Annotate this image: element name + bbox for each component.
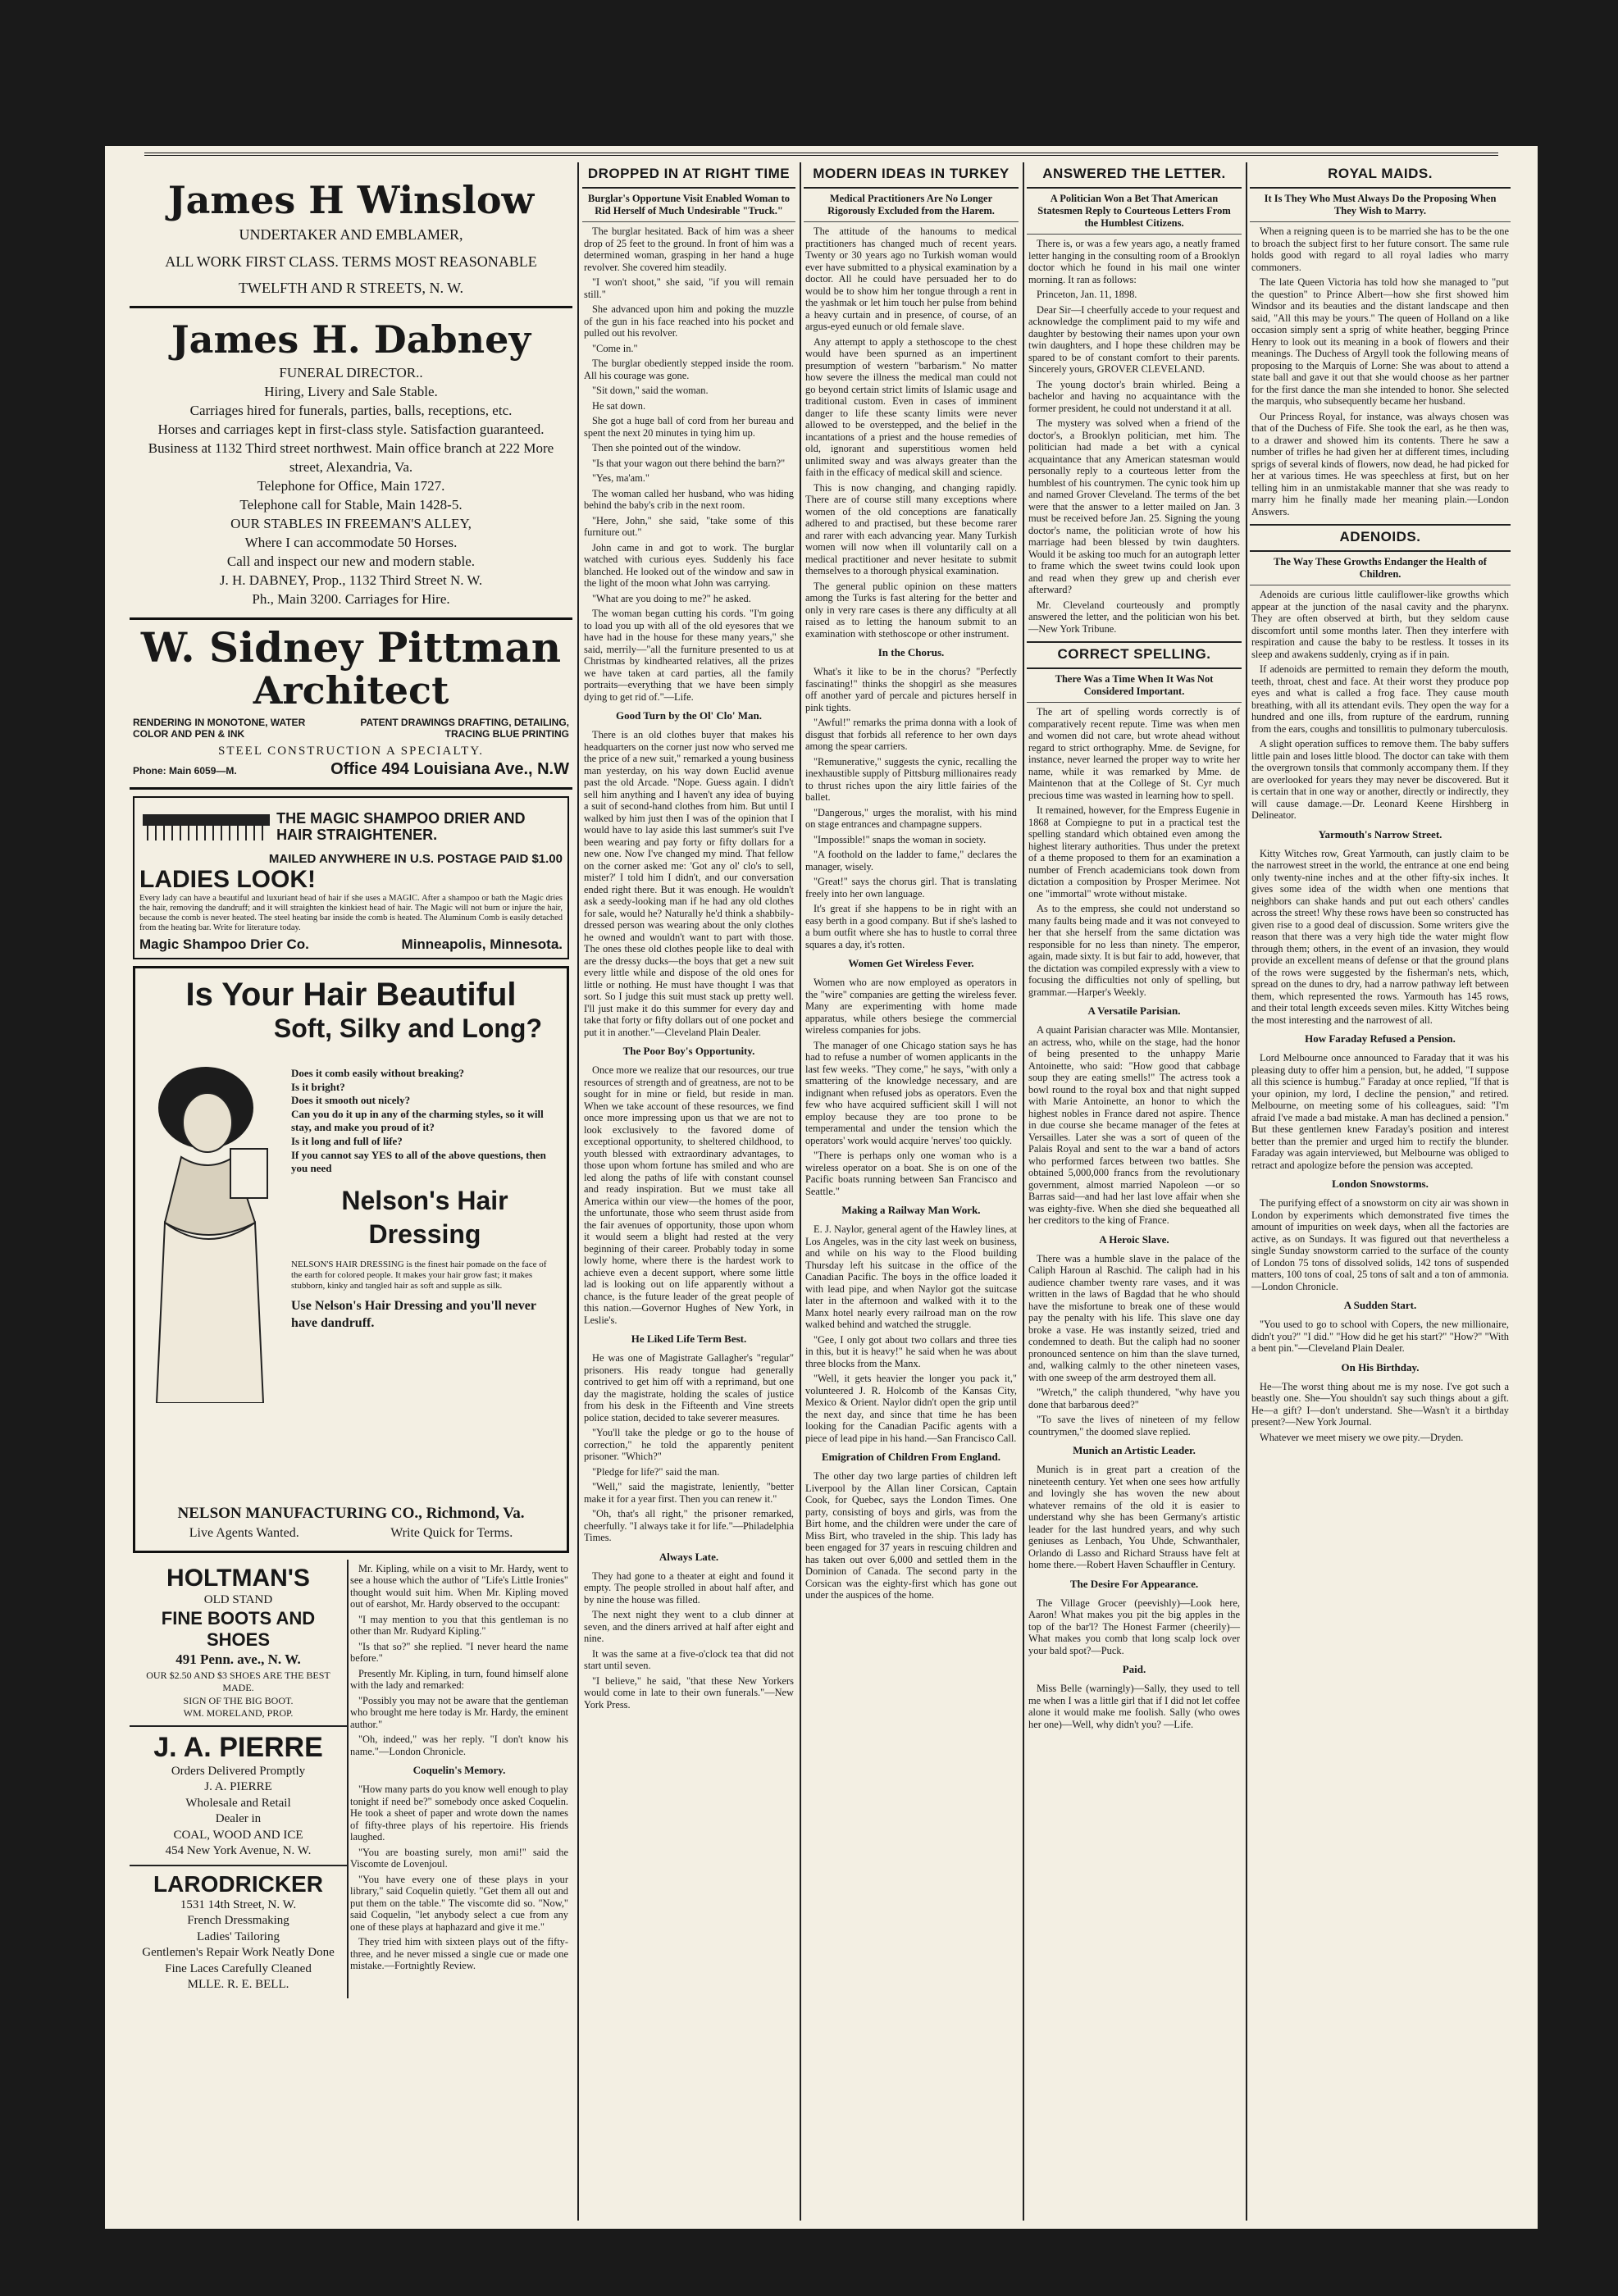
magic-shampoo-ad xyxy=(133,796,569,959)
paragraph: He was one of Magistrate Gallagher's "regular" prisoners. His ready tongue had generally contrived to get him off with a reprimand, but one day the magistrate, holding the scales of justice from his desk in the Fifteenth and Vine streets police station, decided to take severer measures. xyxy=(584,1352,794,1424)
article-headline: DROPPED IN AT RIGHT TIME xyxy=(582,162,795,189)
paragraph: The burglar obediently stepped inside the room. All his courage was gone. xyxy=(584,358,794,381)
nelson-body xyxy=(291,1067,558,1332)
article-body xyxy=(804,222,1019,640)
magic-ladies: LADIES LOOK! xyxy=(139,865,316,893)
dabney-line: Telephone for Office, Main 1727. xyxy=(257,478,445,494)
dabney-line: OUR STABLES IN FREEMAN'S ALLEY, xyxy=(230,515,472,531)
larodricker-line: Ladies' Tailoring xyxy=(197,1929,280,1943)
nelson-question: Is it bright? xyxy=(291,1080,345,1093)
subhead: Yarmouth's Narrow Street. xyxy=(1318,827,1443,840)
magic-footer xyxy=(139,933,563,953)
article-deck: Medical Practitioners Are No Longer Rigorously Excluded from the Harem. xyxy=(804,189,1019,222)
magic-title: THE MAGIC SHAMPOO DRIER AND HAIR STRAIGHTENER. xyxy=(276,809,526,843)
holtman-prop: WM. MORELAND, PROP. xyxy=(183,1707,294,1720)
paragraph: "Great!" says the chorus girl. That is translating freely into her own language. xyxy=(805,876,1017,900)
paragraph: "Sit down," said the woman. xyxy=(592,385,709,396)
article-body xyxy=(1250,222,1511,517)
article-body xyxy=(1027,703,1242,998)
paragraph: There is, or was a few years ago, a neatly framed letter hanging in the consulting room of a Brooklyn doctor which he found in his mail one winter morning. It ran as follows: xyxy=(1028,238,1240,285)
column-5 xyxy=(1250,162,1511,2221)
subhead: On His Birthday. xyxy=(1341,1360,1420,1374)
paragraph: It's great if she happens to be in right with an easy berth in a good company. But if she's lashed to a bum outfit where she has to hustle to corral three squares a day, it's rotten. xyxy=(805,903,1017,950)
paragraph: "Dangerous," urges the moralist, with his mind on stage entrances and champagne suppers. xyxy=(805,806,1017,830)
nelson-headline2: Soft, Silky and Long? xyxy=(273,1013,542,1043)
subhead: Making a Railway Man Work. xyxy=(841,1204,981,1216)
larodricker-line: MLLE. R. E. BELL. xyxy=(187,1978,289,1992)
paragraph: "Gee, I only got about two collars and three ties in this, but it is heavy!" he said when he was about three blocks from the Manx. xyxy=(805,1333,1017,1369)
pittman-phone: Phone: Main 6059—M. xyxy=(133,764,237,777)
paragraph: The mystery was solved when a friend of the doctor's, a Brooklyn politician, met him. The politician had made a bet with a cynical acquaintance that any American statesman would personally reply to a courteous letter from the humblest of his countrymen. The cynic took him up and named Grover Cleveland. The terms of the bet were that the answer to a letter mailed on Jan. 3 must be received before Jan. 25. Signing the young doctor's name, the politician wrote of how his marriage had been blessed by twin daughters. Would it be asking too much for an autograph letter to frame which the sweet twins could look upon and read when they grew up and cherish ever afterward? xyxy=(1028,417,1240,595)
pittman-steel: STEEL CONSTRUCTION A SPECIALTY. xyxy=(218,745,484,758)
winslow-line2: ALL WORK FIRST CLASS. TERMS MOST REASONABLE xyxy=(165,253,537,270)
dabney-name: James H. Dabney xyxy=(171,317,531,362)
article-body xyxy=(582,726,795,1038)
pierre-line: Wholesale and Retail xyxy=(185,1796,291,1810)
paragraph: She got a huge ball of cord from her bureau and spent the next 20 minutes in tying him up. xyxy=(584,415,794,439)
paragraph: "Here, John," she said, "take some of this furniture out." xyxy=(584,514,794,538)
holtman-line2: FINE BOOTS AND SHOES xyxy=(161,1608,316,1651)
paragraph: "Come in." xyxy=(592,342,638,354)
paragraph: Adenoids are curious little cauliflower-like growths which appear at the junction of the nasal cavity and the pharynx. They are often observed at birth, but they seldom cause discomfort until some months later. Then they interfere with respiration and cause the baby to be restless. It tosses in its sleep and awakens suddenly, crying as if in pain. xyxy=(1251,589,1509,660)
paragraph: Mr. Kipling, while on a visit to Mr. Hardy, went to see a house which the author of "Life's Little Ironies" thought would suit him. When Mr. Kipling moved out of earshot, Mr. Hardy observed to the occupant: xyxy=(350,1562,568,1610)
article-body xyxy=(1250,1315,1511,1355)
article-body xyxy=(1027,1460,1242,1571)
newspaper-page xyxy=(105,146,1538,2229)
magic-text: Every lady can have a beautiful and luxuriant head of hair if she uses a MAGIC. After a shampoo or bath the Magic dries the hair, removing the dandruff; and it will straighten the kinkiest head of hair. The Magic will not burn or injure the hair, because the comb is never heated. The steel heating bar inside the comb is heated. The Aluminum Comb is easily detached from the heating bar. Write for literature today. xyxy=(139,893,563,932)
paragraph: The young doctor's brain whirled. Being a bachelor and having no acquaintance with the former president, he could not understand it at all. xyxy=(1028,378,1240,414)
paragraph: When a reigning queen is to be married she has to be the one to broach the subject first to her future consort. The same rule holds good with regard to all royal ladies who marry commoners. xyxy=(1251,226,1509,273)
nelson-question: Can you do it up in any of the charming styles, so it will stay, and make you proud of it? xyxy=(291,1107,544,1134)
article-body xyxy=(1027,1250,1242,1438)
pittman-office: Office 494 Louisiana Ave., N.W xyxy=(330,759,569,778)
column-divider xyxy=(1023,162,1024,2221)
dabney-line: FUNERAL DIRECTOR.. xyxy=(279,365,423,381)
nelson-questions xyxy=(291,1067,558,1176)
paragraph: What's it like to be in the chorus? "Perfectly fascinating!" thinks the shopgirl as she measures off another yard of percale and pictures herself in pink tights. xyxy=(805,666,1017,713)
subhead: The Desire For Appearance. xyxy=(1069,1577,1199,1590)
article-body xyxy=(804,663,1019,950)
paragraph: The general public opinion on these matters among the Turks is fast altering for the better and only in very rare cases is there any difficulty at all raised as to letting the hanoum submit to an examination with stethoscope or other instrument. xyxy=(805,580,1017,640)
paragraph: "You have every one of these plays in your library," said Coquelin quietly. "Get them all out and put them on the table." The viscomte did so. "Now," said Coquelin, "let anybody select a cue from any one of these plays at haphazard and give it me." xyxy=(350,1873,568,1933)
article-body xyxy=(804,1220,1019,1444)
article-body xyxy=(804,1467,1019,1601)
paragraph: "How many parts do you know well enough to play tonight if need be?" somebody once asked Coquelin. He took a sheet of paper and wrote down the names of fifty-three plays of his repertoire. His friends laughed. xyxy=(350,1784,568,1843)
subhead: The Poor Boy's Opportunity. xyxy=(622,1045,755,1057)
paragraph: "You used to go to school with Copers, the new millionaire, didn't you?" "I did." "How did he get his start?" "How?" "With a bent pin."—Cleveland Plain Dealer. xyxy=(1251,1319,1509,1354)
dabney-line: J. H. DABNEY, Prop., 1132 Third Street N. W. xyxy=(219,572,483,588)
paragraph: John came in and got to work. The burglar watched with curious eyes. Suddenly his face blanched. He looked out of the window and saw in the light of the moon what John was carrying. xyxy=(584,541,794,589)
kipling-article xyxy=(349,1560,570,1998)
article-body xyxy=(1250,585,1511,822)
paragraph: This is now changing, and changing rapidly. There are of course still many exceptions where women of the old conceptions are fanatically adhered to and practised, but these become rarer and rarer with each advancing year. Many Turkish women will now when ill voluntarily call on a medical practitioner and never hesitate to submit themselves to a thorough physical examination. xyxy=(805,481,1017,576)
paragraph: Mr. Cleveland courteously and promptly answered the letter, and the politician won his bet.—New York Tribune. xyxy=(1028,599,1240,635)
pittman-left: RENDERING IN MONOTONE, WATER COLOR AND PEN & INK xyxy=(133,717,306,740)
dabney-line: Call and inspect our new and modern stable. xyxy=(226,553,476,569)
column-2 xyxy=(582,162,795,2221)
paragraph: "I believe," he said, "that these New Yorkers would come in late to their own funerals."—New York Press. xyxy=(584,1674,794,1711)
article-body xyxy=(1250,1378,1511,1444)
paragraph: "Impossible!" snaps the woman in society. xyxy=(814,833,987,845)
paragraph: They had gone to a theater at eight and found it empty. The people strolled in about half after, and by nine the house was filled. xyxy=(584,1569,794,1606)
larodricker-line: Gentlemen's Repair Work Neatly Done xyxy=(142,1946,335,1960)
nelson-question: Is it long and full of life? xyxy=(291,1135,403,1148)
magic-mailed: MAILED ANYWHERE IN U.S. POSTAGE PAID $1.00 xyxy=(268,851,563,866)
kipling-paragraphs xyxy=(349,1560,570,1758)
paragraph: The woman called her husband, who was hiding behind the baby's crib in the next room. xyxy=(584,487,794,511)
larodricker-ad xyxy=(130,1866,347,1998)
nelson-agents: Live Agents Wanted. xyxy=(189,1525,299,1540)
advertisements-column xyxy=(130,162,572,2221)
paragraph: There was a humble slave in the palace of the Caliph Haroun al Raschid. The caliph had in his audience chamber twenty rare vases, and it was written in the laws of Bagdad that he who should have the misfortune to break one of these would pay the penalty with his life. This slave one day broke a vase. He was instantly seized, tried and condemned to death. But the caliph had no sooner pronounced sentence on him than the slave turned, and, walking calmly to the other nineteen vases, with one sweep of the arm destroyed them all. xyxy=(1028,1252,1240,1383)
paragraph: "Remunerative," suggests the cynic, recalling the inexhaustible supply of Pittsburg millionaires ready to thrust riches upon the airy little fairies of the ballet. xyxy=(805,755,1017,803)
holtman-price: OUR $2.50 AND $3 SHOES ARE THE BEST MADE. xyxy=(146,1669,330,1694)
holtman-line1: OLD STAND xyxy=(203,1592,273,1606)
comb-icon xyxy=(139,803,270,852)
paragraph: Miss Belle (warningly)—Sally, they used to tell me when I was a little girl that if I did not let coffee alone it would make me foolish. Sally (who owes her one)—Well, why didn't you? —Life. xyxy=(1028,1683,1240,1730)
pierre-line: 454 New York Avenue, N. W. xyxy=(165,1844,312,1858)
pierre-line: J. A. PIERRE xyxy=(204,1780,272,1794)
paragraph: Munich is in great part a creation of the nineteenth century. Yet when one sees how artfully and lovingly she has woven the new about whatever remains of the old it is easier to understand why she has been Germany's artistic leader for the last hundred years, and why such geniuses as Lenbach, You Uhde, Schwanthaler, Orlando di Lasso and Richard Strauss have felt at home there.—Robert Haven Schauffler in Century. xyxy=(1028,1464,1240,1570)
paragraph: A slight operation suffices to remove them. The baby suffers little pain and loses little blood. The doctor can take with them the overgrown tonsils that commonly accompany them. If they are overlooked for years they may never be discovered. But it is certain that in one way or another, directly or indirectly, they will cause damage.—Dr. Leonard Keene Hirshberg in Delineator. xyxy=(1251,738,1509,821)
nelson-write: Write Quick for Terms. xyxy=(390,1525,513,1540)
paragraph: Princeton, Jan. 11, 1898. xyxy=(1037,289,1137,300)
nelson-headline1: Is Your Hair Beautiful xyxy=(185,976,517,1013)
article-deck: The Way These Growths Endanger the Health of Children. xyxy=(1250,552,1511,585)
holtman-ad xyxy=(130,1560,347,1727)
winslow-line3: TWELFTH AND R STREETS, N. W. xyxy=(238,279,463,296)
dabney-line: Hiring, Livery and Sale Stable. xyxy=(264,384,438,400)
subhead: Good Turn by the Ol' Clo' Man. xyxy=(615,709,763,722)
column-4 xyxy=(1027,162,1242,2221)
paragraph: Women who are now employed as operators in the "wire" companies are getting the wireless fever. Many are experimenting with home made apparatus, while others besiege the commercial wireless companies for jobs. xyxy=(805,977,1017,1036)
paragraph: "Is that so?" she replied. "I never heard the name before." xyxy=(350,1640,568,1665)
pittman-ad xyxy=(130,620,572,790)
paragraph: "I won't shoot," she said, "if you will remain still." xyxy=(584,276,794,300)
article-body xyxy=(1027,1021,1242,1227)
winslow-ad xyxy=(130,162,572,308)
paragraph: Presently Mr. Kipling, in turn, found himself alone with the lady and remarked: xyxy=(350,1667,568,1692)
paragraph: The woman began cutting his cords. "I'm going to load you up with all of the old eyesores that we have had in the house for these many years," she said, merrily—"all the furniture presented to us at Christmas by kindhearted relatives, all the prizes we have taken at card parties, all the family portraits—everything that we have been simply dying to get rid of."—Life. xyxy=(584,608,794,703)
dabney-line: Horses and carriages kept in first-class style. Satisfaction guaranteed. Business at 1132 Third street northwest. Main office branch at 222 More street, Alexandria, Va. xyxy=(148,421,554,476)
paragraph: The attitude of the hanoums to medical practitioners has changed much of recent years. Twenty or 30 years ago no Turkish woman would ever have submitted to a physical examination by a doctor. All he could have persuaded her to do would be to show him her tongue through a rent in the yashmak or let him touch her pulse from behind a heavy curtain and in presence, of course, of an argus-eyed eunuch or old female slave. xyxy=(805,226,1017,332)
pittman-services xyxy=(133,717,569,740)
subhead: How Faraday Refused a Pension. xyxy=(1305,1032,1456,1045)
paragraph: Our Princess Royal, for instance, was always chosen was that of the Duchess of Fife. She took the earl, as he then was, to a drawer and showed him its contents. There he saw a number of trifles he had given her at different times, including sprigs of several kinds of flowers, now dead, he had picked for her at various times. He was speechless at first, but on her telling him in an unmistakable manner that she was ready to marry him he finally made her meaning plain.—London Answers. xyxy=(1251,410,1509,517)
article-body xyxy=(582,222,795,703)
paragraph: "What are you doing to me?" he asked. xyxy=(592,592,751,604)
article-headline: CORRECT SPELLING. xyxy=(1027,641,1242,669)
column-divider xyxy=(800,162,801,2221)
larodricker-name: LARODRICKER xyxy=(153,1870,323,1897)
nelson-question: Does it smooth out nicely? xyxy=(291,1094,411,1107)
article-body xyxy=(582,1349,795,1544)
dabney-line: Telephone call for Stable, Main 1428-5. xyxy=(239,497,463,513)
paragraph: The late Queen Victoria has told how she managed to "put the question" to Prince Albert—how she first showed him Windsor and its beauties and the distant landscape and then said, "All this may be yours." The queen of Holland on a like occasion simply sent a sprig of white heather, begging Prince Henry to look out its meaning in a book of flowers and their meanings. The Duchess of Argyll took the following means of proposing to the Marquis of Lorne: She was about to attend a state ball and gave it out that she would choose as her partner for the first dance the man she intended to honor. She selected the marquis, who subsequently became her husband. xyxy=(1251,276,1509,407)
subhead: Women Get Wireless Fever. xyxy=(848,957,974,969)
paragraph: A quaint Parisian character was Mlle. Montansier, an actress, who, while on the stage, had the honor of being presented to the unhappy Marie Antoinette, who said: "How good that cabbage soup they are eating smells!" The actress took a bowl round to the royal box and that night supped with Marie Antoinette, an honor to which the highest nobles in France dared not aspire. Thence in due course she became manager of the fetes at Versailles. Later she was a sort of queen of the Palais Royal and sent to the war a band of actors who performed farces between two battles. She obtained 5,000,000 francs from the revolutionary government, almost married Napoleon —or so Barras said—and had her last love affair when she was eighty-five. When she died she bequeathed all her creditors to the king of France. xyxy=(1028,1024,1240,1226)
article-body xyxy=(804,973,1019,1197)
subhead: Emigration of Children From England. xyxy=(821,1451,1001,1463)
holtman-name: HOLTMAN'S xyxy=(166,1564,310,1592)
subhead: Always Late. xyxy=(659,1550,719,1563)
paragraph: "Well, it gets heavier the longer you pack it," volunteered J. R. Holcomb of the Kansas City, Mexico & Orient. Naylor didn't open the grip until the next day, and since that time he has been looking for the Canadian Pacific agents with a piece of lead pipe in his hand.—San Francisco Call. xyxy=(805,1373,1017,1444)
article-headline: ANSWERED THE LETTER. xyxy=(1027,162,1242,189)
nelson-question: Does it comb easily without breaking? xyxy=(291,1066,465,1079)
nelson-foot-row xyxy=(144,1523,558,1541)
article-body xyxy=(1250,1194,1511,1292)
subhead: London Snowstorms. xyxy=(1332,1178,1429,1190)
dabney-line: Carriages hired for funerals, parties, balls, receptions, etc. xyxy=(189,403,513,419)
paragraph: Once more we realize that our resources, our true resources of strength and of greatness, are not to be sought for in mine or field, but reside in man. When we take account of these resources, we find once more impressing upon us that we are not to look exclusively to the favored dome of exceptional opportunity, to sheltered childhood, to youth blessed with extraordinary advantages, to those upon whom fortune has smiled and who are led along the paths of life with constant counsel and ready inspiration. But we must take all America within our view—the homes of the poor, the unfortunate, those who seem thrust aside from the fair avenues of opportunity, those upon whom it would seem a blight had rested at the very beginning of their career. Probably today in some lowly home, where there is the hardest work to achieve even a decent support, where some little lad is looking out on life apparently without a chance, is the future leader of the great people of this nation.—Governor Hughes of New York, in Leslie's. xyxy=(584,1064,794,1326)
paragraph: "I may mention to you that this gentleman is no other than Mr. Rudyard Kipling." xyxy=(350,1613,568,1638)
paragraph: Lord Melbourne once announced to Faraday that it was his pleasing duty to offer him a pension, but, he added, "I suppose all this science is humbug." Faraday at once replied, "If that is your opinion, my lord, I decline the pension," and retired. Melbourne, on meeting some of his colleagues, said: "I'm afraid I've made a bad mistake. A man has declined a pension." But these gentlemen knew Faraday's position and interest better than the premier and urged him to rectify the blunder. Faraday was again interviewed, but Melbourne was obliged to retract and apologize before the pension was accepted. xyxy=(1251,1052,1509,1171)
dabney-ad xyxy=(130,308,572,619)
subhead: A Heroic Slave. xyxy=(1099,1232,1169,1246)
paragraph: The Village Grocer (peevishly)—Look here, Aaron! What makes you pit the big apples in the top of the bar'l? The Honest Farmer (cheerily)—What makes you comb that long scalp lock over your bald spot?—Puck. xyxy=(1028,1597,1240,1656)
paragraph: "Wretch," the caliph thundered, "why have you done that barbarous deed?" xyxy=(1028,1387,1240,1410)
paragraph: As to the empress, she could not understand so many faults being made and it was not conveyed to her that she herself from the same dictation was responsible for no less than ninety. The emperor, again, made sixty. It is but fair to add, however, that the dictation was compiled expressly with a view to focusing the difficulties not only of spelling, but grammar.—Harper's Weekly. xyxy=(1028,903,1240,998)
paragraph: Kitty Witches row, Great Yarmouth, can justly claim to be the narrowest street in the world, the entrance at one end being only twenty-nine inches and at the other fifty-six inches. It gives some idea of the width when one mentions that neighbors can shake hands and put out each others' candles across the street! Why these rows have been so constructed has given rise to a good deal of discussion. Some writers give the reason that there was a very high tide the water might flow through them; others, in the event of an invasion, they would provide an excellent means of defense or that the ground plans of the rows were suggested by the fisherman's nets, which, spread on the dunes to dry, had a narrow pathway left between them, which represented the rows. Yarmouth has 145 rows, and their total length exceeds seven miles. Kitty Witches being the most interesting and the narrowest of all. xyxy=(1251,847,1509,1026)
pierre-line: COAL, WOOD AND ICE xyxy=(173,1828,303,1842)
dabney-lines xyxy=(133,364,569,608)
paragraph: The purifying effect of a snowstorm on city air was shown in London by experiments which demonstrated five times the amount of impurities on week days, when all the factories are active, as on Sundays. It was figured out that nevertheless a single Sunday snowstorm carried to the surface of the county of London 75 tons of dissolved solids, 142 tons of suspended matters, 100 tons of coal, 25 tons of salt and a ton of ammonia.—London Chronicle. xyxy=(1251,1197,1509,1292)
holtman-addr: 491 Penn. ave., N. W. xyxy=(175,1651,301,1668)
article-body xyxy=(1027,1594,1242,1657)
subhead: A Sudden Start. xyxy=(1343,1299,1417,1311)
paragraph: If adenoids are permitted to remain they deform the mouth, teeth, throat, chest and face. At their worst they produce pop eyes and what is called a frog face. They cause mouth breathing, with all its attendant evils. They open the way for a hundred and one ills, from rupture of the eardrum, running from the ears, coughs and tonsillitis to pulmonary tuberculosis. xyxy=(1251,663,1509,735)
paragraph: Dear Sir—I cheerfully accede to your request and acknowledge the compliment paid to my wife and daughter by bestowing their names upon your own twin daughters, and I hope these children may be spared to be of constant comfort to their parents. Sincerely yours, GROVER CLEVELAND. xyxy=(1028,303,1240,375)
small-ads xyxy=(130,1560,349,1998)
holtman-sign: SIGN OF THE BIG BOOT. xyxy=(183,1694,294,1706)
nelson-question: If you cannot say YES to all of the above questions, then you need xyxy=(291,1148,546,1175)
paragraph: The art of spelling words correctly is of comparatively recent repute. Time was when men and women did not care, but wrote ahead without regard to strict orthography. Mme. de Sevigne, for instance, never learned the proper way to write her name, while it was remarked by Mme. de Maintenon that at the College of St. Cyr much precious time was wasted in learning how to spell. xyxy=(1028,706,1240,801)
paragraph: He sat down. xyxy=(592,399,646,412)
article-deck: Burglar's Opportune Visit Enabled Woman to Rid Herself of Much Undesirable "Truck." xyxy=(582,189,795,222)
paragraph: Any attempt to apply a stethoscope to the chest would have been spurned as an impertinent presumption of western "barbarism." No matter how severe the illness the medical man could not go beyond certain strict limits of Islamic usage and traditional custom. Even in cases of imminent danger to life these scanty limits were never allowed to be overstepped, and the belief in the incantations of a priest and the house remedies of old, ignorant and superstitious women held unlimited sway and was always greater than the faith in the efficacy of medical skill and science. xyxy=(805,335,1017,478)
paragraph: "Pledge for life?" said the man. xyxy=(592,1465,720,1478)
coquelin-title: Coquelin's Memory. xyxy=(412,1764,506,1777)
nelson-hair-ad xyxy=(133,966,569,1553)
pittman-contact xyxy=(133,760,569,779)
article-headline: MODERN IDEAS IN TURKEY xyxy=(804,162,1019,189)
paragraph: "Awful!" remarks the prima donna with a look of disgust that forbids all reference to her own days among the spear carriers. xyxy=(805,717,1017,752)
article-deck: There Was a Time When It Was Not Considered Important. xyxy=(1027,669,1242,703)
top-rule xyxy=(144,153,1498,161)
paragraph: Whatever we meet misery we owe pity.—Dryden. xyxy=(1260,1431,1464,1443)
article-deck: It Is They Who Must Always Do the Proposing When They Wish to Marry. xyxy=(1250,189,1511,222)
larodricker-line: Fine Laces Carefully Cleaned xyxy=(165,1961,312,1975)
paragraph: "There is perhaps only one woman who is a wireless operator on a boat. She is on one of the Pacific boats running between San Francisco and Seattle." xyxy=(805,1150,1017,1197)
paragraph: "Oh, indeed," was her reply. "I don't know his name."—London Chronicle. xyxy=(350,1733,568,1757)
paragraph: It remained, however, for the Empress Eugenie in 1868 at Compiegne to put in a practical test the spelling standard which obtained even among the highest literary authorities. Thus under the pretext of a theme proposed to them for an examination a number of French academicians took down from dictation a composition by Prosper Merimee. Not one "immortal" wrote without mistake. xyxy=(1028,804,1240,900)
winslow-line1: UNDERTAKER AND EMBLAMER, xyxy=(239,226,463,244)
pierre-lines xyxy=(130,1764,347,1860)
paragraph: "Possibly you may not be aware that the gentleman who brought me here today is Mr. Hardy, the eminent author." xyxy=(350,1694,568,1730)
paragraph: "Yes, ma'am." xyxy=(592,472,649,484)
subhead: Paid. xyxy=(1122,1663,1146,1675)
nelson-company: NELSON MANUFACTURING CO., Richmond, Va. xyxy=(177,1504,525,1522)
magic-company: Magic Shampoo Drier Co. xyxy=(139,936,309,952)
article-headline: ROYAL MAIDS. xyxy=(1250,162,1511,189)
column-divider xyxy=(1246,162,1247,2221)
paragraph: Then she pointed out of the window. xyxy=(592,442,741,453)
column-divider xyxy=(577,162,579,2221)
magic-header xyxy=(139,803,563,852)
article-body xyxy=(582,1567,795,1711)
subhead: In the Chorus. xyxy=(877,646,945,658)
larodricker-line: 1531 14th Street, N. W. xyxy=(180,1897,297,1911)
paragraph: "Oh, that's all right," the prisoner remarked, cheerfully. "I always take it for life."—Philadelphia Times. xyxy=(584,1508,794,1543)
woman-portrait-illustration xyxy=(148,1059,271,1403)
nelson-footer xyxy=(144,1505,558,1541)
nelson-product: Nelson's Hair Dressing xyxy=(341,1185,508,1249)
nelson-use: Use Nelson's Hair Dressing and you'll never have dandruff. xyxy=(291,1299,536,1330)
paragraph: "You'll take the pledge or go to the house of correction," he told the apparently penitent prisoner. "Which?" xyxy=(584,1427,794,1462)
paragraph: "Well," said the magistrate, leniently, "better make it for a year first. Then you can renew it." xyxy=(584,1481,794,1505)
paragraph: The next night they went to a club dinner at seven, and the diners arrived at half after eight and nine. xyxy=(584,1609,794,1644)
paragraph: "A foothold on the ladder to fame," declares the manager, wisely. xyxy=(805,849,1017,872)
paragraph: They tried him with sixteen plays out of the fifty-three, and he never missed a single cue or made one mistake.—Fortnightly Review. xyxy=(350,1936,568,1972)
column-3 xyxy=(804,162,1019,2221)
article-headline: ADENOIDS. xyxy=(1250,524,1511,552)
magic-city: Minneapolis, Minnesota. xyxy=(401,936,563,952)
paragraph: The manager of one Chicago station says he has had to refuse a number of women applicants in the last few weeks. "They come," he says, "with only a smattering of the knowledge necessary, and are indignant when refused jobs as operators. Even the few who have acquired sufficient skill I will not employ because they are too prone to be temperamental and under the tension which the operators' work would acquire 'nerves' too quickly. xyxy=(805,1039,1017,1146)
winslow-name: James H Winslow xyxy=(167,178,535,222)
article-deck: A Politician Won a Bet That American Statesmen Reply to Courteous Letters From the Humblest Citizens. xyxy=(1027,189,1242,235)
pierre-name: J. A. PIERRE xyxy=(153,1731,323,1763)
pittman-right: PATENT DRAWINGS DRAFTING, DETAILING, TRACING BLUE PRINTING xyxy=(360,717,569,740)
pittman-title: Architect xyxy=(253,668,449,713)
article-body xyxy=(1250,845,1511,1027)
paragraph: The other day two large parties of children left Liverpool by the Allan liner Corsican, Captain Cook, for Quebec, says the London Times. One party, consisting of boys and girls, was from the Birt home, and the children were under the care of Miss Birt, who traveled in the ship. This lady has been engaged for 37 years in rescuing children and has taken out over 6,000 and settled them in the Dominion of Canada. The second party in the Corsican was the eighty-first which has gone out under the auspices of the home. xyxy=(805,1470,1017,1601)
coquelin-paragraphs xyxy=(349,1780,570,1972)
subhead: A Versatile Parisian. xyxy=(1087,1004,1181,1017)
dabney-line: Where I can accommodate 50 Horses. xyxy=(244,534,458,550)
pierre-line: Dealer in xyxy=(215,1812,262,1826)
article-body xyxy=(582,1061,795,1326)
nelson-desc: NELSON'S HAIR DRESSING is the finest hair pomade on the face of the earth for colored people. It makes your hair grow fast; it makes stubborn, kinky and tangled hair as soft and supple as silk. xyxy=(291,1259,547,1292)
paragraph: "Is that your wagon out there behind the barn?" xyxy=(592,457,786,469)
paragraph: "To save the lives of nineteen of my fellow countrymen," the doomed slave replied. xyxy=(1028,1414,1240,1437)
paragraph: There is an old clothes buyer that makes his headquarters on the corner just now who served me the price of a new suit," remarked a young business man yesterday, on his way down Euclid avenue past the old Arcade. "Nope. Guess again. I didn't sell him anything and I haven't any idea of buying a suit of second-hand clothes from him. But until I walked by him just then I was of the opinion that I would have to lay aside this last summer's suit I've been wearing and pay forty or fifty dollars for a new one. Now I've changed my mind. That fellow on the corner asked me: 'Got any ol' clo's to sell, mister?' I told him I didn't, and our conversation ended right there. But it was enough. He wouldn't ask a seedy-looking man if he had any old clothes for sale, would he? Naturally he'd think a shabbily-dressed person was wearing about the only clothes he owned and wouldn't want to part with those. The ones these old clothes people like to deal with are the dressy ducks—the boys that get a new suit every little while and dispose of the old ones for little or nothing. He must have thought I was that sort. So I judge this suit must stack up pretty well. I'll just make it do this summer for every day and take that forty or fifty dollars out of one pocket and put it in another."—Cleveland Plain Dealer. xyxy=(584,729,794,1038)
paragraph: She advanced upon him and poking the muzzle of the gun in his face reached into his pocket and pulled out his revolver. xyxy=(584,303,794,339)
larodricker-lines xyxy=(130,1897,347,1993)
article-body xyxy=(1027,235,1242,635)
larodricker-line: French Dressmaking xyxy=(187,1914,289,1928)
subhead: Munich an Artistic Leader. xyxy=(1073,1444,1196,1456)
pierre-ad xyxy=(130,1727,347,1866)
paragraph: E. J. Naylor, general agent of the Hawley lines, at Los Angeles, was in the city last week on business, and while on his way to the Flood building Thursday left his suitcase in the office of the Canadian Pacific. The boys in the office loaded it with lead pipe, and when Naylor got the suitcase later in the afternoon and walked with it to the Manx hotel nearly every railroad man on the row walked behind and watched the struggle. xyxy=(805,1223,1017,1330)
subhead: He Liked Life Term Best. xyxy=(631,1332,747,1345)
paragraph: It was the same at a five-o'clock tea that did not start until seven. xyxy=(584,1647,794,1671)
pierre-line: Orders Delivered Promptly xyxy=(171,1764,306,1778)
paragraph: The burglar hesitated. Back of him was a sheer drop of 25 feet to the ground. In front of him was a determined woman, grasping in her hand a huge revolver. She covered him steadily. xyxy=(584,226,794,273)
dabney-line: Ph., Main 3200. Carriages for Hire. xyxy=(252,590,450,607)
article-body xyxy=(1027,1679,1242,1730)
paragraph: He—The worst thing about me is my nose. I've got such a beastly one. She—You shouldn't say such things about a gift. He—a gift? I—don't understand. She—Wasn't it a birthday present?—New York Journal. xyxy=(1251,1380,1509,1428)
article-body xyxy=(1250,1049,1511,1171)
pittman-name: W. Sidney Pittman xyxy=(140,622,562,672)
lower-left-section xyxy=(130,1560,572,1998)
paragraph: "You are boasting surely, mon ami!" said the Viscomte de Lovenjoul. xyxy=(350,1846,568,1870)
